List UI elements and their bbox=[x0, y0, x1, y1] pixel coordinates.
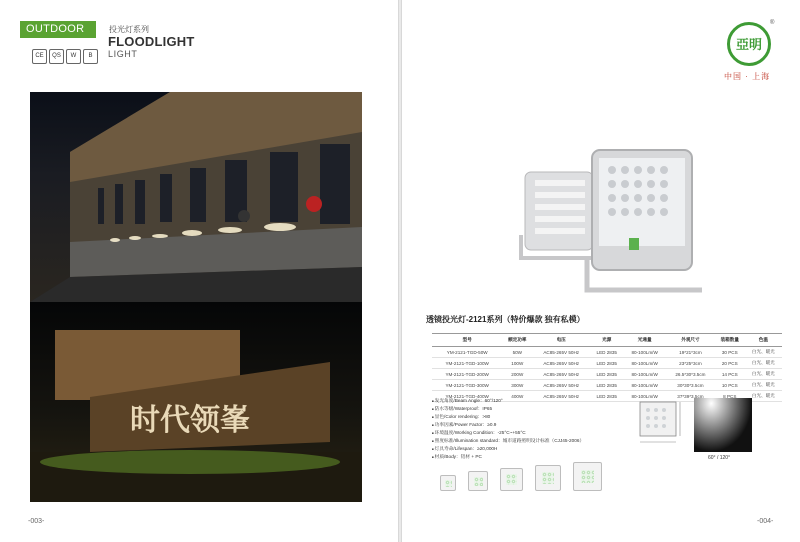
b-cert-icon: B bbox=[83, 49, 98, 64]
sign-wall-photo bbox=[30, 302, 362, 502]
page-number-right: -004- bbox=[757, 518, 774, 525]
spec-item: ■ 功率因素/Power Factor：≥0.9 bbox=[432, 421, 584, 429]
beam-angle-image bbox=[694, 398, 752, 452]
left-page bbox=[0, 0, 398, 542]
table-row: YM-2121-TGD-200W 200W AC85-265V 50Hz LED 2835 80-100Lm/W 26.5*30*3.5cm 14 PCS 白光、暖光 bbox=[432, 369, 782, 380]
thumbnail-200w bbox=[500, 468, 523, 491]
registered-mark-icon: ® bbox=[770, 20, 775, 26]
product-series-title: 透镜投光灯-2121系列（特价爆款 独有私模） bbox=[426, 315, 585, 324]
product-size-thumbnails bbox=[440, 462, 614, 491]
floodlight-title: FLOODLIGHT bbox=[108, 34, 195, 49]
sign-wall-text: 时代领峯 bbox=[130, 404, 250, 437]
spec-item: ■ 发光角度/Beam Angle：60°/120° bbox=[432, 397, 584, 405]
table-row: YM-2121-TGD-400W 400W AC85-265V 50Hz LED 2835 80-100Lm/W 37*39*3.5cm 8 PCS 白光、暖光 bbox=[432, 391, 782, 402]
w-cert-icon: W bbox=[66, 49, 81, 64]
floodlight-product-image bbox=[517, 140, 707, 300]
dimension-drawing bbox=[632, 396, 684, 446]
spec-item: ■ 灯具寿命/Lifespan：≥20,000H bbox=[432, 445, 584, 453]
thumbnail-100w bbox=[468, 471, 488, 491]
table-row: YM-2121-TGD-50W 50W AC85-265V 50Hz LED 2835 80-100Lm/W 19*21*3cm 30 PCS 白光、暖光 bbox=[432, 347, 782, 358]
section-tag: OUTDOOR bbox=[20, 21, 96, 38]
light-subtitle: LIGHT bbox=[108, 49, 138, 59]
yaming-logo: 亞明 bbox=[727, 22, 771, 66]
spec-table-header: 型号 额定功率 电压 光源 光通量 外观尺寸 装箱数量 色温 bbox=[432, 334, 782, 347]
building-facade-illustration bbox=[30, 92, 362, 302]
qs-cert-icon: QS bbox=[49, 49, 64, 64]
certification-icons bbox=[32, 44, 100, 64]
page-number-left: -003- bbox=[28, 518, 45, 525]
sign-wall-illustration bbox=[30, 302, 362, 502]
series-chinese-label: 投光灯系列 bbox=[109, 25, 149, 34]
thumbnail-400w bbox=[573, 462, 602, 491]
building-facade-photo bbox=[30, 92, 362, 302]
beam-angle-label: 60° / 120° bbox=[708, 455, 731, 461]
right-page bbox=[402, 0, 800, 542]
table-row: YM-2121-TGD-100W 100W AC85-265V 50Hz LED 2835 80-100Lm/W 23*25*3cm 20 PCS 白光、暖光 bbox=[432, 358, 782, 369]
spec-table bbox=[432, 333, 782, 402]
thumbnail-50w bbox=[440, 475, 456, 491]
spec-item: ■ 环境温度/Working Condition：-25°C~+55°C bbox=[432, 429, 584, 437]
spec-item: ■ 防水等级/Waterproof：IP65 bbox=[432, 405, 584, 413]
spec-item: ■ 照度标准/Illumination standard：城市道路照明设计标准（CJJ45-2006） bbox=[432, 437, 584, 445]
spec-item: ■ 显色/Color rendering：>80 bbox=[432, 413, 584, 421]
table-row: YM-2121-TGD-300W 300W AC85-265V 50Hz LED 2835 80-100Lm/W 30*30*3.5cm 10 PCS 白光、暖光 bbox=[432, 380, 782, 391]
ce-cert-icon: CE bbox=[32, 49, 47, 64]
spec-item: ■ 材质/Body：铝材 + PC bbox=[432, 453, 584, 461]
logo-location: 中国 · 上海 bbox=[724, 72, 771, 81]
spec-list bbox=[432, 397, 584, 461]
thumbnail-300w bbox=[535, 465, 561, 491]
